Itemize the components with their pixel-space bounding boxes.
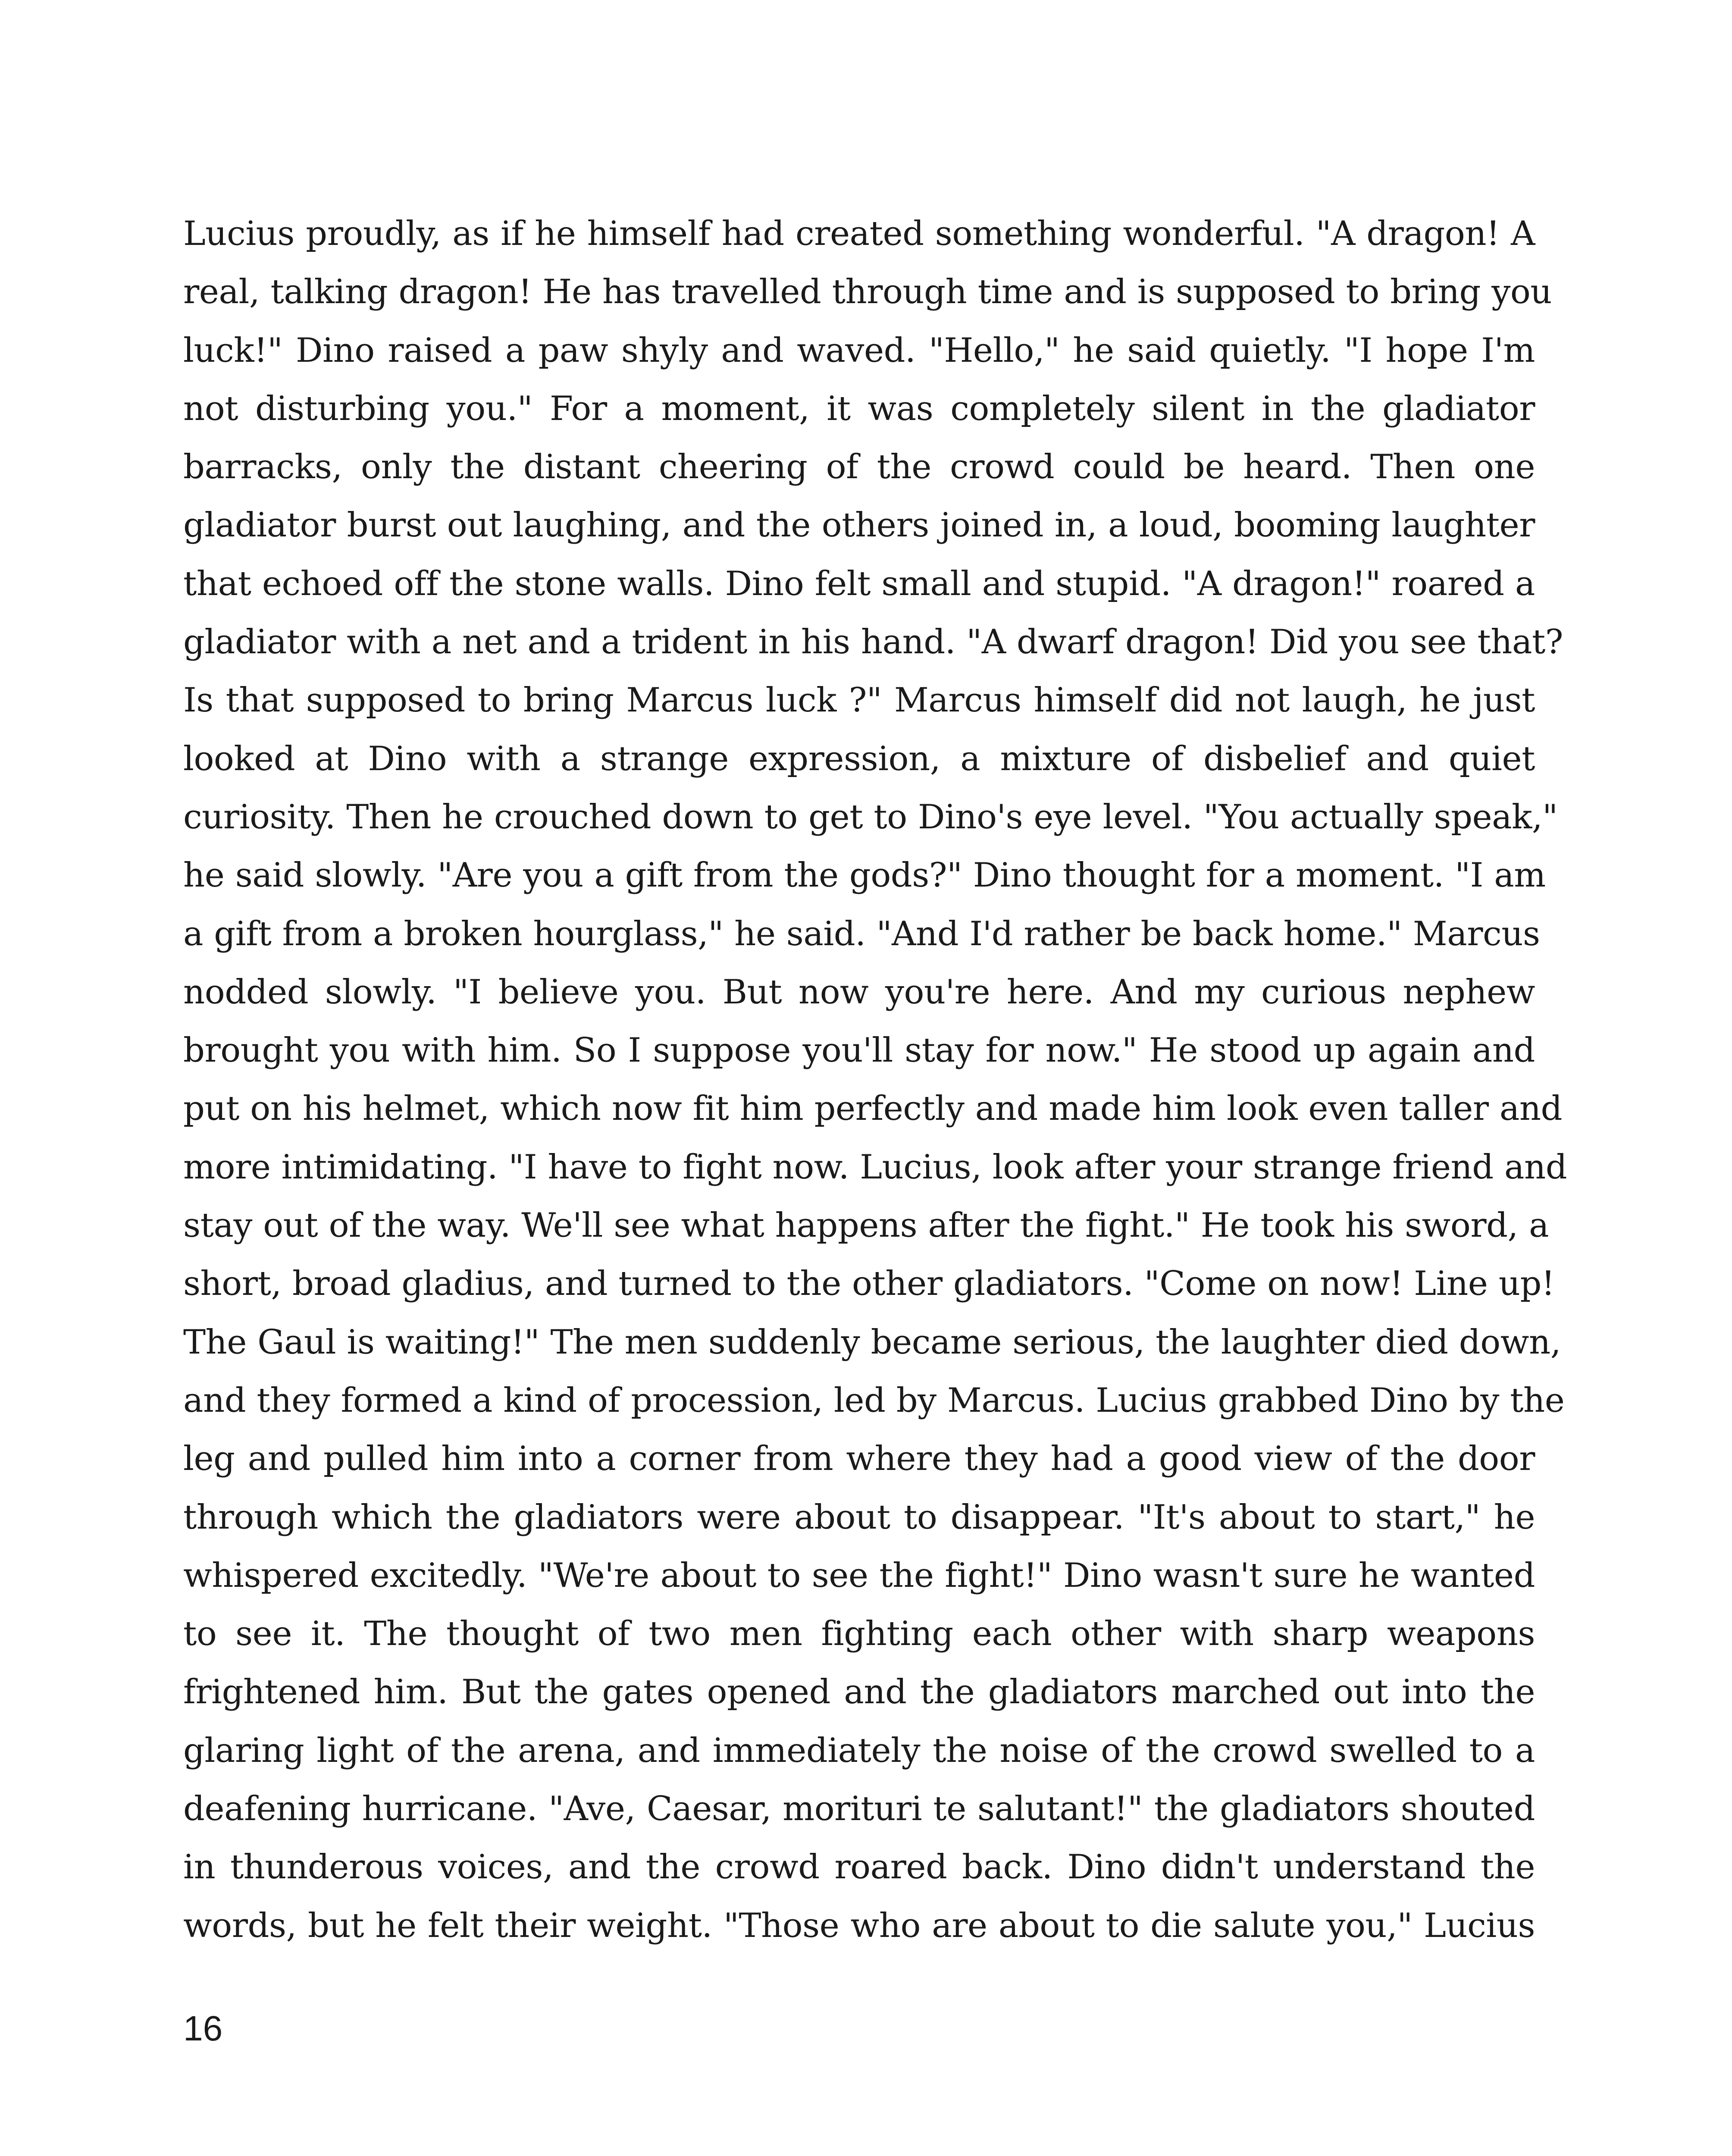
text-line: The Gaul is waiting!" The men suddenly became serious, the laughter died down,: [183, 1322, 1561, 1362]
page-number: 16: [183, 2009, 223, 2048]
text-line: he said slowly. "Are you a gift from the gods?" Dino thought for a moment. "I am: [183, 856, 1546, 895]
text-line: a gift from a broken hourglass," he said. "And I'd rather be back home." Marcus: [183, 914, 1540, 953]
text-line: that echoed off the stone walls. Dino felt small and stupid. "A dragon!" roared a: [183, 564, 1535, 603]
text-line: words, but he felt their weight. "Those who are about to die salute you," Lucius: [183, 1906, 1535, 1945]
text-line: and they formed a kind of procession, led by Marcus. Lucius grabbed Dino by the: [183, 1381, 1565, 1420]
text-line: deafening hurricane. "Ave, Caesar, morituri te salutant!" the gladiators shouted: [183, 1789, 1535, 1829]
text-line: stay out of the way. We'll see what happens after the fight." He took his sword, a: [183, 1206, 1549, 1245]
text-line: looked at Dino with a strange expression, a mixture of disbelief and quiet: [183, 739, 1535, 778]
text-line: put on his helmet, which now fit him perfectly and made him look even taller and: [183, 1089, 1562, 1128]
text-line: gladiator with a net and a trident in his hand. "A dwarf dragon! Did you see that?: [183, 623, 1563, 662]
text-line: whispered excitedly. "We're about to see the fight!" Dino wasn't sure he wanted: [183, 1556, 1535, 1595]
body-text: [183, 205, 1567, 1955]
text-line: barracks, only the distant cheering of the crowd could be heard. Then one: [183, 448, 1535, 487]
text-line: Lucius proudly, as if he himself had created something wonderful. "A dragon! A: [183, 214, 1535, 253]
text-line: curiosity. Then he crouched down to get to Dino's eye level. "You actually speak,": [183, 797, 1558, 837]
text-line: gladiator burst out laughing, and the others joined in, a loud, booming laughter: [183, 506, 1535, 545]
text-line: to see it. The thought of two men fighting each other with sharp weapons: [183, 1614, 1535, 1654]
text-line: more intimidating. "I have to fight now. Lucius, look after your strange friend and: [183, 1147, 1567, 1187]
text-line: not disturbing you." For a moment, it was completely silent in the gladiator: [183, 389, 1535, 428]
text-line: brought you with him. So I suppose you'll stay for now." He stood up again and: [183, 1031, 1535, 1070]
text-line: glaring light of the arena, and immediately the noise of the crowd swelled to a: [183, 1731, 1535, 1770]
text-line: frightened him. But the gates opened and the gladiators marched out into the: [183, 1673, 1535, 1712]
text-line: through which the gladiators were about to disappear. "It's about to start," he: [183, 1498, 1535, 1537]
text-line: real, talking dragon! He has travelled through time and is supposed to bring you: [183, 273, 1552, 312]
text-line: leg and pulled him into a corner from where they had a good view of the door: [183, 1439, 1535, 1479]
text-line: in thunderous voices, and the crowd roared back. Dino didn't understand the: [183, 1848, 1535, 1887]
text-line: luck!" Dino raised a paw shyly and waved. "Hello," he said quietly. "I hope I'm: [183, 331, 1535, 370]
text-line: Is that supposed to bring Marcus luck ?" Marcus himself did not laugh, he just: [183, 681, 1535, 720]
text-line: nodded slowly. "I believe you. But now you're here. And my curious nephew: [183, 972, 1535, 1012]
text-line: short, broad gladius, and turned to the other gladiators. "Come on now! Line up!: [183, 1264, 1555, 1304]
